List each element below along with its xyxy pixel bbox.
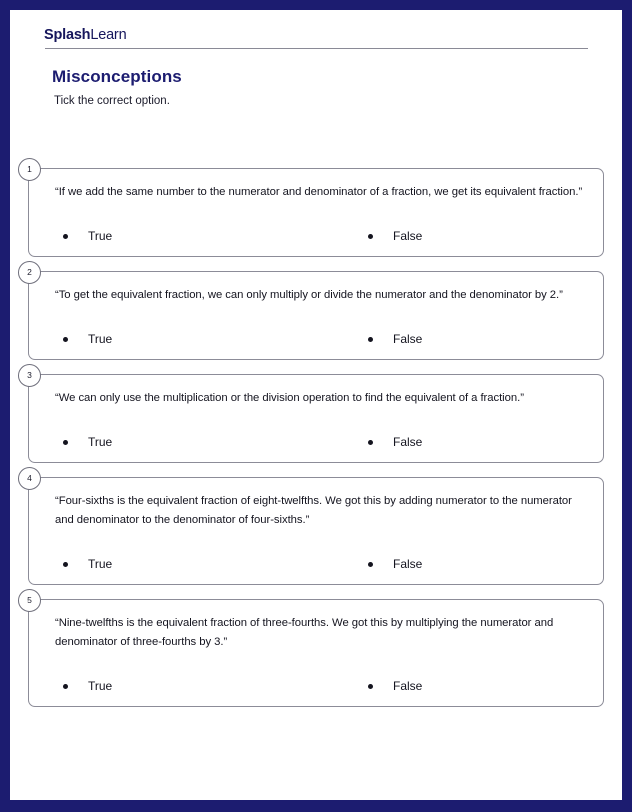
question-card bbox=[27, 164, 604, 257]
options-row bbox=[55, 331, 589, 347]
worksheet-sheet bbox=[10, 10, 622, 800]
question-number-badge: 4 bbox=[18, 467, 41, 490]
bullet-icon[interactable] bbox=[368, 562, 373, 567]
splashlearn-logo bbox=[44, 27, 590, 43]
option-label: True bbox=[88, 332, 113, 346]
question-text: “We can only use the multiplication or the division operation to find the equivalent of a fraction.” bbox=[55, 392, 524, 404]
option-false[interactable] bbox=[360, 331, 422, 347]
bullet-icon[interactable] bbox=[368, 684, 373, 689]
option-false[interactable] bbox=[360, 678, 422, 694]
question-card bbox=[27, 595, 604, 707]
logo-bold-part: Splash bbox=[44, 27, 91, 43]
bullet-icon[interactable] bbox=[63, 234, 68, 239]
title-block bbox=[52, 66, 592, 109]
bullet-icon[interactable] bbox=[368, 337, 373, 342]
options-row bbox=[55, 556, 589, 572]
bullet-icon[interactable] bbox=[63, 562, 68, 567]
option-label: False bbox=[393, 435, 423, 449]
question-text: “To get the equivalent fraction, we can only multiply or divide the numerator and the denominator by 2.” bbox=[55, 289, 563, 301]
instruction-text: Tick the correct option. bbox=[54, 95, 170, 107]
options-row bbox=[55, 678, 589, 694]
bullet-icon[interactable] bbox=[368, 234, 373, 239]
option-false[interactable] bbox=[360, 556, 422, 572]
option-label: True bbox=[88, 435, 113, 449]
option-label: False bbox=[393, 557, 423, 571]
option-true[interactable] bbox=[55, 678, 360, 694]
option-true[interactable] bbox=[55, 331, 360, 347]
options-row bbox=[55, 228, 589, 244]
question-number-badge: 1 bbox=[18, 158, 41, 181]
option-true[interactable] bbox=[55, 556, 360, 572]
question-number-badge: 5 bbox=[18, 589, 41, 612]
option-label: True bbox=[88, 679, 113, 693]
question-card bbox=[27, 370, 604, 463]
question-text: “Four-sixths is the equivalent fraction of eight-twelfths. We got this by adding numerator to the numerator and denominator to the denominator of four-sixths.” bbox=[55, 495, 572, 526]
question-text: “Nine-twelfths is the equivalent fraction of three-fourths. We got this by multiplying the numerator and denominator of three-fourths by 3.” bbox=[55, 617, 554, 648]
bullet-icon[interactable] bbox=[63, 440, 68, 445]
option-true[interactable] bbox=[55, 228, 360, 244]
bullet-icon[interactable] bbox=[63, 337, 68, 342]
page-title: Misconceptions bbox=[52, 67, 182, 86]
option-label: True bbox=[88, 557, 113, 571]
questions-list bbox=[27, 164, 604, 721]
option-label: False bbox=[393, 679, 423, 693]
option-label: False bbox=[393, 332, 423, 346]
option-label: False bbox=[393, 229, 423, 243]
question-number-badge: 2 bbox=[18, 261, 41, 284]
option-false[interactable] bbox=[360, 228, 422, 244]
bullet-icon[interactable] bbox=[63, 684, 68, 689]
logo-light-part: Learn bbox=[90, 27, 127, 43]
option-false[interactable] bbox=[360, 434, 422, 450]
option-true[interactable] bbox=[55, 434, 360, 450]
question-number-badge: 3 bbox=[18, 364, 41, 387]
question-card bbox=[27, 267, 604, 360]
question-text: “If we add the same number to the numerator and denominator of a fraction, we get its equivalent fraction.” bbox=[55, 186, 583, 198]
question-card bbox=[27, 473, 604, 585]
option-label: True bbox=[88, 229, 113, 243]
options-row bbox=[55, 434, 589, 450]
header-divider bbox=[45, 48, 588, 49]
bullet-icon[interactable] bbox=[368, 440, 373, 445]
